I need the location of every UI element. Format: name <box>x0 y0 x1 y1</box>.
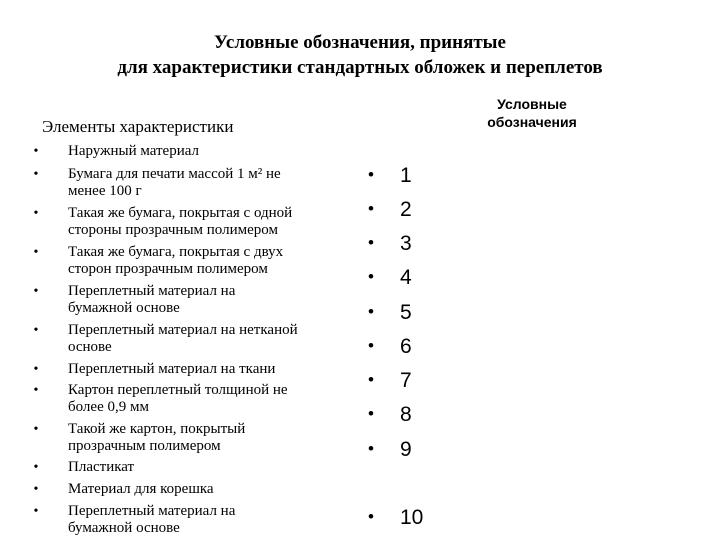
bullet-icon: • <box>368 199 374 218</box>
code-item <box>368 163 412 188</box>
bullet-icon: • <box>368 233 374 252</box>
list-item-line: Переплетный материал на ткани <box>68 361 276 377</box>
list-item-line: более 0,9 мм <box>68 399 149 415</box>
code-item <box>368 334 412 359</box>
bullet-icon: • <box>33 460 39 475</box>
bullet-icon: • <box>33 245 39 260</box>
code-value: 2 <box>400 198 412 221</box>
list-item <box>33 361 358 378</box>
bullet-icon: • <box>368 165 374 184</box>
list-item-line: Наружный материал <box>68 143 200 159</box>
list-item-line: Такой же картон, покрытый <box>68 421 246 437</box>
code-value: 1 <box>400 164 412 187</box>
bullet-icon: • <box>368 404 374 423</box>
list-item-line: Переплетный материал на <box>68 503 236 519</box>
bullet-icon: • <box>33 144 39 159</box>
codes-heading-line-1: Условные <box>497 96 567 112</box>
list-item <box>33 503 358 537</box>
list-item-line: основе <box>68 339 112 355</box>
code-value: 4 <box>400 266 412 289</box>
list-item-line: стороны прозрачным полимером <box>68 222 278 238</box>
title-line-1: Условные обозначения, принятые <box>214 32 506 53</box>
bullet-icon: • <box>33 422 39 437</box>
code-value: 9 <box>400 438 412 461</box>
title-line-2: для характеристики стандартных обложек и переплетов <box>117 57 603 78</box>
bullet-icon: • <box>33 482 39 497</box>
bullet-icon: • <box>33 362 39 377</box>
bullet-icon: • <box>33 323 39 338</box>
list-item <box>33 459 358 476</box>
list-item <box>33 421 358 455</box>
code-item <box>368 265 412 290</box>
code-value: 7 <box>400 369 412 392</box>
list-item-line: бумажной основе <box>68 520 180 536</box>
code-value: 3 <box>400 232 412 255</box>
code-item <box>368 402 412 427</box>
page-title <box>0 30 720 80</box>
elements-heading: Элементы характеристики <box>42 117 234 136</box>
list-item-line: бумажной основе <box>68 300 180 316</box>
list-item-line: Такая же бумага, покрытая с двух <box>68 244 284 260</box>
bullet-icon: • <box>33 167 39 182</box>
codes-heading-line-2: обозначения <box>487 114 577 130</box>
bullet-icon: • <box>368 439 374 458</box>
list-item-line: Переплетный материал на <box>68 283 236 299</box>
bullet-icon: • <box>33 504 39 519</box>
code-value: 8 <box>400 403 412 426</box>
list-item <box>33 481 358 498</box>
list-item-line: Картон переплетный толщиной не <box>68 382 288 398</box>
list-item-line: менее 100 г <box>68 183 142 199</box>
list-item-line: Такая же бумага, покрытая с одной <box>68 205 293 221</box>
bullet-icon: • <box>33 206 39 221</box>
bullet-icon: • <box>368 507 374 526</box>
bullet-icon: • <box>368 336 374 355</box>
code-item <box>368 368 412 393</box>
list-item <box>33 205 358 239</box>
bullet-icon: • <box>368 370 374 389</box>
bullet-icon: • <box>33 383 39 398</box>
list-item <box>33 322 358 356</box>
list-item-line: Пластикат <box>68 459 135 475</box>
list-item-line: Материал для корешка <box>68 481 214 497</box>
list-item-line: Переплетный материал на нетканой <box>68 322 298 338</box>
list-item-line: Бумага для печати массой 1 м² не <box>68 166 281 182</box>
list-item <box>33 283 358 317</box>
bullet-icon: • <box>368 302 374 321</box>
list-item <box>33 143 358 160</box>
list-item-line: прозрачным полимером <box>68 438 221 454</box>
code-item <box>368 197 412 222</box>
list-item <box>33 382 358 416</box>
code-value: 6 <box>400 335 412 358</box>
bullet-icon: • <box>368 267 374 286</box>
code-item <box>368 300 412 325</box>
code-item <box>368 231 412 256</box>
code-value: 10 <box>400 506 424 529</box>
list-item <box>33 166 358 200</box>
bullet-icon: • <box>33 284 39 299</box>
list-item <box>33 244 358 278</box>
code-item <box>368 437 412 462</box>
codes-heading <box>462 95 602 131</box>
code-item <box>368 505 423 530</box>
list-item-line: сторон прозрачным полимером <box>68 261 268 277</box>
code-value: 5 <box>400 301 412 324</box>
